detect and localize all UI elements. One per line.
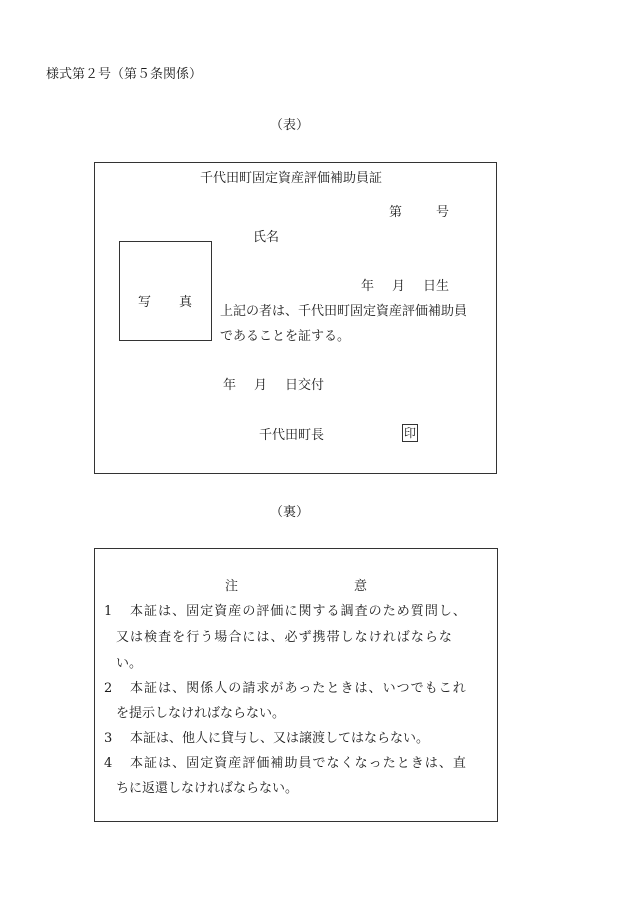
statement-line-2: であることを証する。 [220, 329, 351, 344]
seal-mark: 印 [404, 426, 417, 440]
photo-label-sha: 写 [138, 295, 152, 310]
issue-month: 月 [254, 378, 268, 393]
note-line: を提示しなければならない。 [116, 706, 286, 721]
note-line: 本証は、固定資産の評価に関する調査のため質問し、 [130, 604, 467, 619]
back-side-label: （裏） [270, 505, 310, 520]
card-title: 千代田町固定資産評価補助員証 [200, 171, 383, 186]
issue-year: 年 [223, 378, 237, 393]
note-number: 4 [104, 756, 113, 771]
number-label-go: 号 [436, 205, 450, 220]
photo-box [119, 241, 212, 341]
note-line: 本証は、固定資産評価補助員でなくなったときは、直 [130, 756, 467, 771]
back-card [94, 548, 498, 822]
note-line: ちに返還しなければならない。 [116, 781, 299, 796]
note-number: 2 [104, 681, 113, 696]
number-label-dai: 第 [389, 205, 403, 220]
statement-line-1: 上記の者は、千代田町固定資産評価補助員 [220, 304, 468, 319]
birth-year: 年 [361, 279, 375, 294]
photo-label-shin: 真 [179, 295, 193, 310]
front-side-label: （表） [270, 118, 310, 133]
issue-day: 日交付 [285, 378, 325, 393]
note-line: 又は検査を行う場合には、必ず携帯しなければならな [116, 630, 453, 645]
note-number: 1 [104, 604, 113, 619]
note-line: 本証は、他人に貸与し、又は譲渡してはならない。 [130, 731, 430, 746]
front-card [94, 162, 497, 474]
note-line: 本証は、関係人の請求があったときは、いつでもこれ [130, 681, 467, 696]
note-line: い。 [116, 656, 143, 671]
note-number: 3 [104, 731, 113, 746]
notes-heading-i: 意 [354, 579, 368, 594]
form-number: 様式第２号（第５条関係） [46, 67, 203, 82]
issuer-name: 千代田町長 [259, 428, 325, 443]
birth-month: 月 [392, 279, 406, 294]
notes-heading-chu: 注 [225, 579, 239, 594]
name-label: 氏名 [253, 230, 280, 245]
birth-day: 日生 [423, 279, 450, 294]
